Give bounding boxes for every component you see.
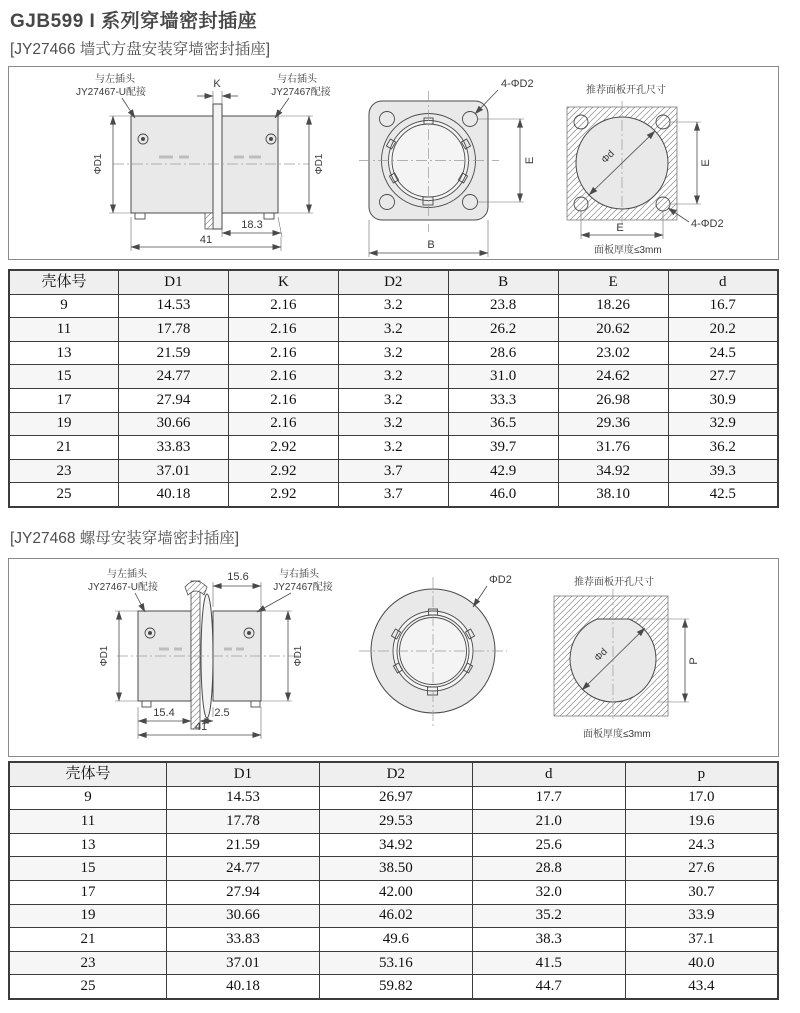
- dim-18-3-label: 18.3: [241, 219, 263, 231]
- table-cell: 33.83: [119, 436, 229, 460]
- table-cell: 17: [9, 388, 119, 412]
- table-cell: 19: [9, 904, 167, 928]
- table-cell: 25: [9, 483, 119, 507]
- table-cell: 33.83: [167, 928, 320, 952]
- table-cell: 14.53: [119, 294, 229, 318]
- table-cell: 42.9: [448, 459, 558, 483]
- nut-front-view: [359, 574, 512, 727]
- panel-dim-e-h-label: E: [616, 222, 624, 234]
- table-cell: 37.01: [167, 951, 320, 975]
- table-row: [9, 388, 778, 412]
- mate-left-label-2: JY27467-U配接: [75, 87, 147, 98]
- table-cell: 21: [9, 436, 119, 460]
- table-cell: 9: [9, 786, 167, 810]
- table-cell: 24.5: [668, 341, 778, 365]
- dim-d1-left-label-2: ΦD1: [99, 645, 110, 667]
- panel-note-2: 面板厚度≤3mm: [583, 729, 651, 740]
- table-cell: 14.53: [167, 786, 320, 810]
- table-cell: 32.9: [668, 412, 778, 436]
- table-cell: 13: [9, 833, 167, 857]
- table-cell: 3.2: [338, 294, 448, 318]
- table-cell: 18.26: [558, 294, 668, 318]
- table-cell: 31.76: [558, 436, 668, 460]
- table-cell: 11: [9, 810, 167, 834]
- mate-left-label-1b: 与左插头: [107, 569, 147, 580]
- panel-dim-e-v-label: E: [700, 159, 712, 167]
- column-header: D2: [338, 270, 448, 294]
- table-cell: 39.3: [668, 459, 778, 483]
- table-cell: 17.7: [472, 786, 625, 810]
- section1-drawing-panel: [8, 66, 779, 260]
- table-row: [9, 412, 778, 436]
- dim-k-label: K: [213, 78, 221, 90]
- mate-right-label-1b: 与右插头: [279, 569, 319, 580]
- table-cell: 21: [9, 928, 167, 952]
- table-cell: 25: [9, 975, 167, 999]
- table-cell: 21.0: [472, 810, 625, 834]
- table-cell: 20.62: [558, 318, 668, 342]
- table-row: [9, 365, 778, 389]
- table-row: [9, 880, 778, 904]
- table-cell: 19: [9, 412, 119, 436]
- table-cell: 59.82: [319, 975, 472, 999]
- table-cell: 43.4: [625, 975, 778, 999]
- table-cell: 2.92: [228, 436, 338, 460]
- table-cell: 3.2: [338, 436, 448, 460]
- table-cell: 38.10: [558, 483, 668, 507]
- dim-p-label: P: [688, 657, 700, 665]
- flange-holes-label: 4-ΦD2: [501, 78, 534, 90]
- table-cell: 2.16: [228, 388, 338, 412]
- table-cell: 15: [9, 857, 167, 881]
- table-row: [9, 833, 778, 857]
- table-cell: 2.92: [228, 459, 338, 483]
- table-cell: 33.3: [448, 388, 558, 412]
- table-cell: 32.0: [472, 880, 625, 904]
- table-body: [9, 786, 778, 999]
- table-row: [9, 975, 778, 999]
- side-view-jy27468: [88, 567, 333, 739]
- table-cell: 53.16: [319, 951, 472, 975]
- dim-d2-label: ΦD2: [489, 574, 512, 586]
- table-row: [9, 810, 778, 834]
- table-cell: 3.2: [338, 318, 448, 342]
- panel-cutout-view-1: [567, 83, 724, 256]
- table-cell: 27.6: [625, 857, 778, 881]
- page-title: GJB599 I 系列穿墙密封插座: [10, 11, 258, 32]
- table-cell: 19.6: [625, 810, 778, 834]
- table-cell: 3.2: [338, 412, 448, 436]
- table-cell: 40.0: [625, 951, 778, 975]
- table-cell: 28.6: [448, 341, 558, 365]
- table-cell: 25.6: [472, 833, 625, 857]
- table-cell: 26.98: [558, 388, 668, 412]
- column-header: p: [625, 762, 778, 786]
- table-cell: 37.01: [119, 459, 229, 483]
- table-cell: 3.2: [338, 365, 448, 389]
- table-cell: 2.16: [228, 294, 338, 318]
- table-cell: 3.2: [338, 388, 448, 412]
- dim-41-label-2: 41: [194, 721, 208, 733]
- side-view-jy27466: [76, 72, 331, 251]
- column-header: B: [448, 270, 558, 294]
- table-cell: 38.3: [472, 928, 625, 952]
- table-cell: 46.02: [319, 904, 472, 928]
- table-cell: 17.78: [167, 810, 320, 834]
- table-row: [9, 904, 778, 928]
- table-cell: 3.7: [338, 483, 448, 507]
- table-row: [9, 459, 778, 483]
- table-cell: 23: [9, 951, 167, 975]
- table-cell: 24.62: [558, 365, 668, 389]
- mate-left-label-2b: JY27467-U配接: [87, 582, 159, 593]
- table-cell: 13: [9, 341, 119, 365]
- dim-2-5-label: 2.5: [214, 707, 230, 719]
- table-cell: 27.94: [167, 880, 320, 904]
- section1-technical-drawing: [9, 67, 776, 257]
- table-cell: 39.7: [448, 436, 558, 460]
- table-cell: 17.78: [119, 318, 229, 342]
- table-cell: 34.92: [319, 833, 472, 857]
- table-cell: 33.9: [625, 904, 778, 928]
- section2-technical-drawing: [9, 559, 776, 754]
- table-cell: 46.0: [448, 483, 558, 507]
- table-cell: 11: [9, 318, 119, 342]
- table-cell: 20.2: [668, 318, 778, 342]
- table-cell: 36.2: [668, 436, 778, 460]
- table-cell: 49.6: [319, 928, 472, 952]
- column-header: D1: [167, 762, 320, 786]
- table-cell: 3.7: [338, 459, 448, 483]
- table-cell: 30.9: [668, 388, 778, 412]
- table-cell: 42.5: [668, 483, 778, 507]
- header-row: [9, 270, 778, 294]
- table-row: [9, 857, 778, 881]
- table-cell: 40.18: [119, 483, 229, 507]
- mate-right-label-1: 与右插头: [277, 74, 317, 85]
- table-head: [9, 270, 778, 294]
- mate-left-label-1: 与左插头: [95, 74, 135, 85]
- table-cell: 21.59: [167, 833, 320, 857]
- table-cell: 24.3: [625, 833, 778, 857]
- table-cell: 44.7: [472, 975, 625, 999]
- column-header: K: [228, 270, 338, 294]
- table-cell: 24.77: [119, 365, 229, 389]
- table-cell: 2.16: [228, 318, 338, 342]
- table-cell: 23.8: [448, 294, 558, 318]
- table-cell: 34.92: [558, 459, 668, 483]
- table-row: [9, 294, 778, 318]
- table-cell: 21.59: [119, 341, 229, 365]
- table-cell: 26.97: [319, 786, 472, 810]
- panel-holes-label: 4-ΦD2: [691, 218, 724, 230]
- jy27468-dimension-table: [8, 761, 779, 1000]
- dim-15-4-label: 15.4: [153, 707, 175, 719]
- table-cell: 37.1: [625, 928, 778, 952]
- table-cell: 2.16: [228, 341, 338, 365]
- dim-d1-right-label-2: ΦD1: [293, 645, 304, 667]
- panel-title-2: 推荐面板开孔尺寸: [574, 577, 654, 588]
- table-cell: 26.2: [448, 318, 558, 342]
- table-row: [9, 951, 778, 975]
- column-header: D2: [319, 762, 472, 786]
- table-cell: 30.7: [625, 880, 778, 904]
- section2-subtitle: [JY27468 螺母安装穿墙密封插座]: [10, 530, 240, 547]
- table-cell: 29.36: [558, 412, 668, 436]
- table-cell: 27.94: [119, 388, 229, 412]
- table-row: [9, 436, 778, 460]
- table-cell: 31.0: [448, 365, 558, 389]
- table-cell: 29.53: [319, 810, 472, 834]
- table-cell: 38.50: [319, 857, 472, 881]
- mate-right-label-2b: JY27467配接: [273, 582, 333, 593]
- column-header: d: [668, 270, 778, 294]
- column-header: D1: [119, 270, 229, 294]
- section1-subtitle: [JY27466 墙式方盘安装穿墙密封插座]: [10, 41, 271, 58]
- column-header: d: [472, 762, 625, 786]
- table-cell: 23: [9, 459, 119, 483]
- mate-right-label-2: JY27467配接: [271, 87, 331, 98]
- dim-d1-right-label: ΦD1: [314, 153, 325, 175]
- panel-cutout-view-2: [554, 575, 700, 740]
- table-row: [9, 928, 778, 952]
- table-cell: 17: [9, 880, 167, 904]
- table-cell: 23.02: [558, 341, 668, 365]
- dim-15-6-label: 15.6: [227, 571, 249, 583]
- column-header: 壳体号: [9, 270, 119, 294]
- column-header: 壳体号: [9, 762, 167, 786]
- panel-note-1: 面板厚度≤3mm: [594, 245, 662, 256]
- panel-title-1: 推荐面板开孔尺寸: [586, 85, 666, 96]
- table-cell: 42.00: [319, 880, 472, 904]
- table-cell: 27.7: [668, 365, 778, 389]
- table-row: [9, 341, 778, 365]
- table-cell: 41.5: [472, 951, 625, 975]
- table-cell: 36.5: [448, 412, 558, 436]
- table-head: [9, 762, 778, 786]
- table-cell: 17.0: [625, 786, 778, 810]
- table-cell: 24.77: [167, 857, 320, 881]
- column-header: E: [558, 270, 668, 294]
- table-cell: 2.16: [228, 412, 338, 436]
- table-cell: 28.8: [472, 857, 625, 881]
- dim-e-side-label: E: [524, 156, 536, 165]
- section2-drawing-panel: [8, 558, 779, 757]
- table-cell: 2.16: [228, 365, 338, 389]
- dim-41-label: 41: [199, 234, 213, 246]
- dim-d-label-2: Φd: [592, 646, 610, 664]
- dim-d1-left-label: ΦD1: [93, 153, 104, 175]
- jy27466-dimension-table: [8, 269, 779, 508]
- table-cell: 9: [9, 294, 119, 318]
- table-cell: 3.2: [338, 341, 448, 365]
- table-cell: 30.66: [119, 412, 229, 436]
- table-row: [9, 786, 778, 810]
- header-row: [9, 762, 778, 786]
- table-cell: 30.66: [167, 904, 320, 928]
- dim-b-label: B: [427, 239, 435, 251]
- table-cell: 35.2: [472, 904, 625, 928]
- table-cell: 2.92: [228, 483, 338, 507]
- table-row: [9, 483, 778, 507]
- dim-d-label-1: Φd: [599, 148, 617, 166]
- table-cell: 15: [9, 365, 119, 389]
- table-body: [9, 294, 778, 507]
- table-cell: 16.7: [668, 294, 778, 318]
- table-cell: 40.18: [167, 975, 320, 999]
- flange-front-view: [359, 78, 536, 257]
- table-row: [9, 318, 778, 342]
